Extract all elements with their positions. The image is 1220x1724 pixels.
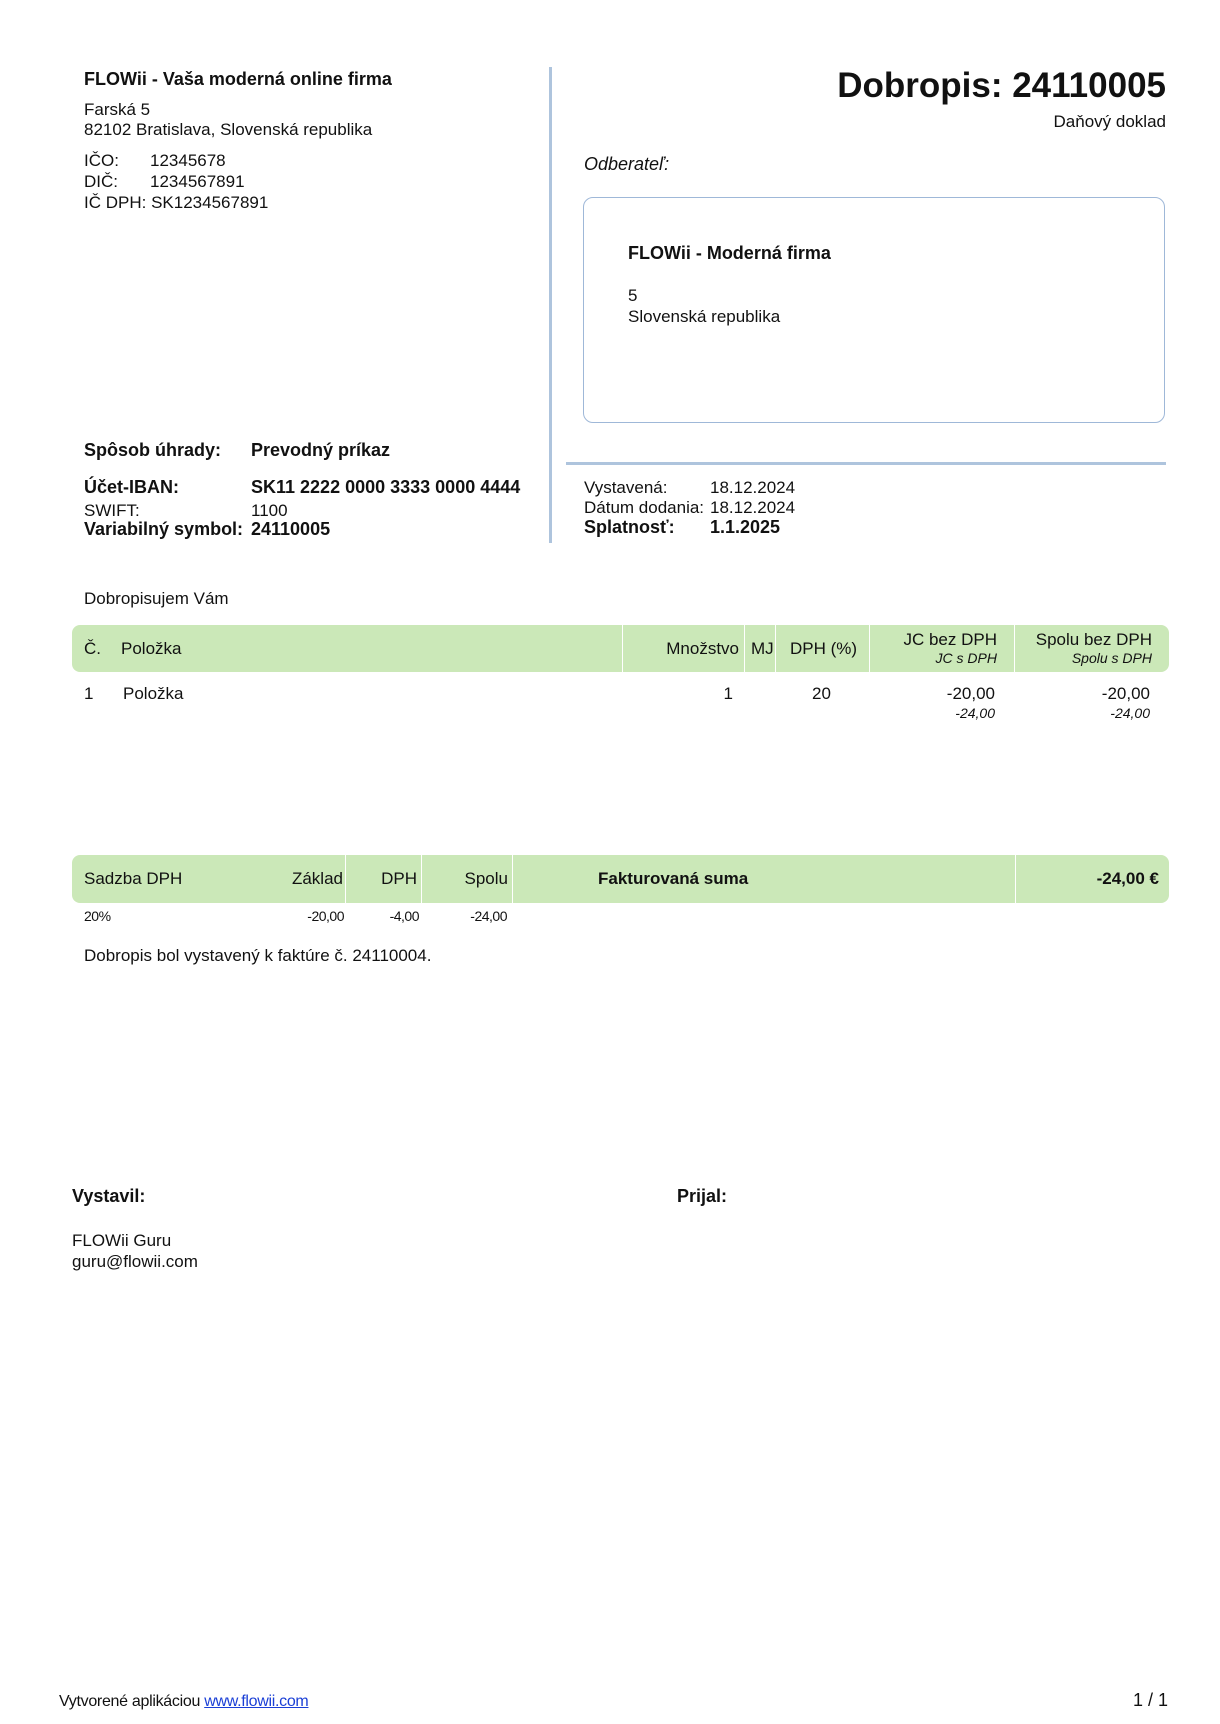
due-date-row <box>584 517 780 538</box>
header-vat-percent: DPH (%) <box>790 639 858 658</box>
issuer-name: FLOWii Guru <box>72 1231 172 1250</box>
icdph-value: SK1234567891 <box>151 193 269 212</box>
header-total-vat: Spolu s DPH <box>1071 650 1152 666</box>
issuer-email: guru@flowii.com <box>72 1252 198 1271</box>
row-quantity: 1 <box>723 684 733 703</box>
footer-created-by: Vytvorené aplikáciou <box>59 1693 205 1710</box>
delivery-date-label: Dátum dodania: <box>584 498 705 517</box>
payment-method-row <box>84 440 390 461</box>
page-number: 1 / 1 <box>1132 1690 1168 1710</box>
row-number: 1 <box>84 684 94 703</box>
ico-label: IČO: <box>84 151 119 170</box>
supplier-ico-row <box>84 150 226 171</box>
supplier-name: FLOWii - Vaša moderná online firma <box>84 69 392 89</box>
customer-label: Odberateľ: <box>584 154 670 174</box>
variable-symbol-label: Variabilný symbol: <box>84 519 244 539</box>
summary-header-base: Základ <box>291 869 343 888</box>
header-number: Č. <box>84 639 101 658</box>
swift-value: 1100 <box>251 501 288 520</box>
header-unit-price: JC bez DPH <box>903 630 997 649</box>
due-date-value: 1.1.2025 <box>710 517 781 537</box>
issued-date-value: 18.12.2024 <box>710 478 796 497</box>
footer-link[interactable]: www.flowii.com <box>204 1693 309 1710</box>
row-total: -20,00 <box>1101 684 1150 703</box>
delivery-date-row <box>584 497 795 518</box>
document-title: Dobropis: 24110005 <box>837 66 1166 105</box>
row-item: Položka <box>123 684 184 703</box>
summary-total: -24,00 <box>470 908 507 924</box>
horizontal-divider <box>566 462 1166 465</box>
payment-method-label: Spôsob úhrady: <box>84 440 222 460</box>
header-item: Položka <box>121 639 182 658</box>
summary-vat: -4,00 <box>389 908 419 924</box>
iban-row <box>84 477 520 498</box>
invoiced-sum-label: Fakturovaná suma <box>598 869 749 888</box>
customer-country: Slovenská republika <box>628 307 781 326</box>
vertical-divider <box>549 67 552 543</box>
swift-label: SWIFT: <box>84 501 140 520</box>
summary-header-rate: Sadzba DPH <box>84 869 183 888</box>
table-row <box>72 680 1169 726</box>
supplier-icdph-row <box>84 192 268 213</box>
issued-date-label: Vystavená: <box>584 478 668 497</box>
supplier-street: Farská 5 <box>84 100 151 119</box>
issued-date-row <box>584 477 795 498</box>
summary-header-total: Spolu <box>464 869 508 888</box>
header-unit: MJ <box>751 639 774 658</box>
header-quantity: Množstvo <box>666 639 739 658</box>
row-vat-percent: 20 <box>812 684 831 703</box>
variable-symbol-value: 24110005 <box>251 519 331 539</box>
summary-header-vat: DPH <box>381 869 417 888</box>
swift-row <box>84 500 288 521</box>
credit-note-reference: Dobropis bol vystavený k faktúre č. 24110004. <box>84 946 432 965</box>
row-unit-price: -20,00 <box>946 684 995 703</box>
row-unit-price-vat: -24,00 <box>955 705 995 721</box>
iban-label: Účet-IBAN: <box>84 477 180 497</box>
document-subtitle: Daňový doklad <box>1053 112 1166 131</box>
vat-summary-header <box>72 855 1169 903</box>
delivery-date-value: 18.12.2024 <box>710 498 796 517</box>
items-table-header <box>72 625 1169 672</box>
intro-text: Dobropisujem Vám <box>84 589 229 608</box>
icdph-label: IČ DPH: <box>84 193 147 212</box>
ico-value: 12345678 <box>150 151 226 170</box>
iban-value: SK11 2222 0000 3333 0000 4444 <box>251 477 521 497</box>
dic-label: DIČ: <box>84 172 118 191</box>
row-total-vat: -24,00 <box>1110 705 1150 721</box>
payment-method-value: Prevodný príkaz <box>251 440 391 460</box>
header-total: Spolu bez DPH <box>1035 630 1152 649</box>
header-unit-price-vat: JC s DPH <box>935 650 997 666</box>
issued-by-label: Vystavil: <box>72 1186 146 1206</box>
supplier-city: 82102 Bratislava, Slovenská republika <box>84 120 373 139</box>
customer-name: FLOWii - Moderná firma <box>628 243 831 263</box>
summary-base: -20,00 <box>307 908 344 924</box>
received-by-label: Prijal: <box>677 1186 728 1206</box>
dic-value: 1234567891 <box>150 172 245 191</box>
customer-address-line: 5 <box>628 286 638 305</box>
due-date-label: Splatnosť: <box>584 517 675 537</box>
variable-symbol-row <box>84 519 330 540</box>
supplier-dic-row <box>84 171 245 192</box>
footer-text <box>59 1693 308 1711</box>
invoiced-sum-amount: -24,00 € <box>1096 869 1159 888</box>
summary-rate: 20% <box>84 908 111 924</box>
